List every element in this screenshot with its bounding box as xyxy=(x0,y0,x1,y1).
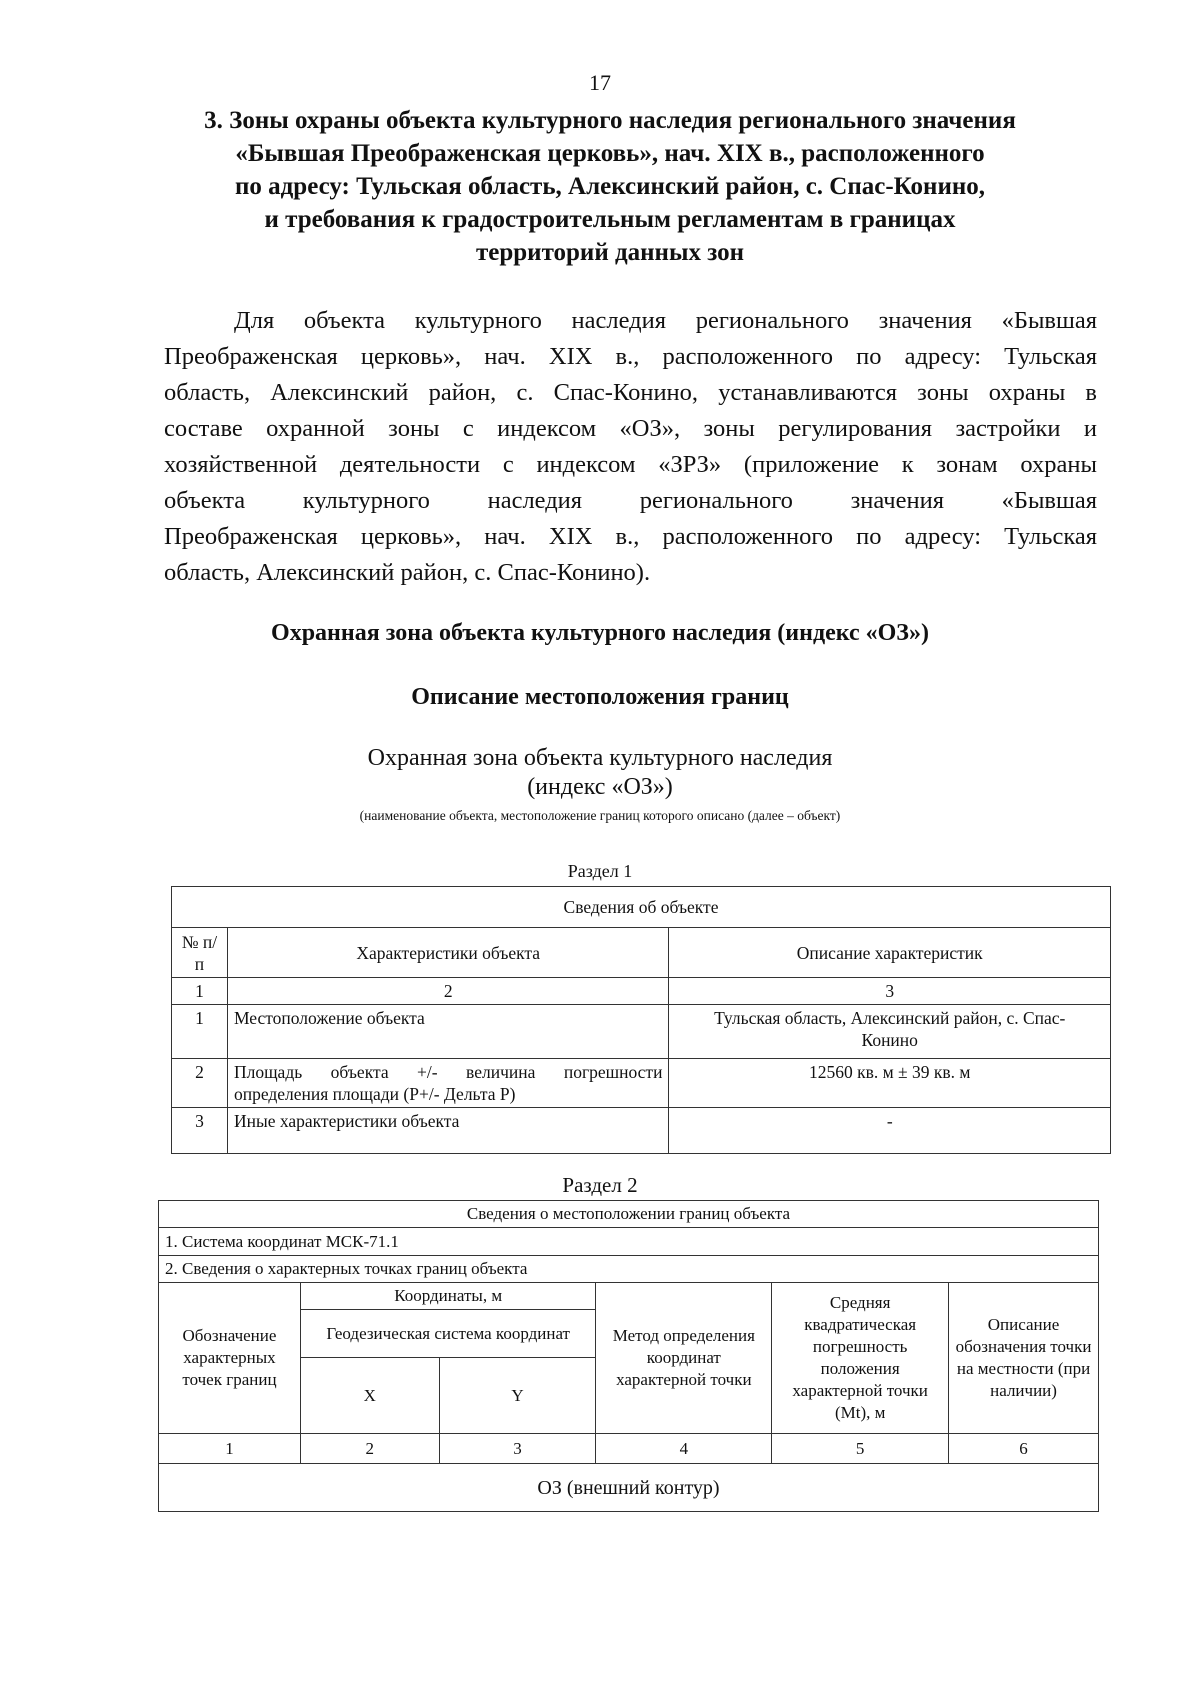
row-description: 12560 кв. м ± 39 кв. м xyxy=(669,1059,1111,1108)
coordinate-system: 1. Система координат МСК-71.1 xyxy=(159,1228,1099,1256)
col-number: 3 xyxy=(669,978,1111,1005)
paragraph-line: область, Алексинский район, с. Спас-Конино, устанавливаются зоны охраны в xyxy=(164,379,1097,406)
points-title: 2. Сведения о характерных точках границ объекта xyxy=(159,1256,1099,1283)
intro-paragraph xyxy=(164,303,1097,591)
row-num: 2 xyxy=(172,1059,228,1108)
col-number: 1 xyxy=(159,1434,301,1464)
contour-label: ОЗ (внешний контур) xyxy=(159,1464,1099,1512)
col-number: 6 xyxy=(949,1434,1099,1464)
col-number: 1 xyxy=(172,978,228,1005)
col-number: 5 xyxy=(772,1434,949,1464)
table-row xyxy=(172,1059,1111,1108)
table-title: Сведения о местоположении границ объекта xyxy=(159,1201,1099,1228)
row-characteristic xyxy=(227,1059,669,1108)
section1-caption: Раздел 1 xyxy=(567,861,633,881)
row-description: - xyxy=(669,1108,1111,1154)
row-num: 3 xyxy=(172,1108,228,1154)
col-number: 4 xyxy=(596,1434,772,1464)
header-geodetic-system: Геодезическая система координат xyxy=(300,1310,596,1358)
protection-zone-heading: Охранная зона объекта культурного наследия (индекс «ОЗ») xyxy=(271,620,929,646)
table-row xyxy=(172,1108,1111,1154)
object-name xyxy=(0,744,1200,802)
header-coordinates: Координаты, м xyxy=(300,1283,596,1310)
col-number: 2 xyxy=(227,978,669,1005)
row-characteristic-line: Площадь объекта +/- величина погрешности xyxy=(233,1062,663,1082)
heading-line: по адресу: Тульская область, Алексинский район, с. Спас-Конино, xyxy=(234,173,986,200)
row-num: 1 xyxy=(172,1005,228,1059)
paragraph-line: область, Алексинский район, с. Спас-Конино). xyxy=(164,559,651,586)
header-designation: Обозначение характерных точек границ xyxy=(159,1283,301,1434)
heading-line: и требования к градостроительным регламентам в границах xyxy=(264,206,956,233)
object-info-table xyxy=(171,886,1111,1154)
section2-caption: Раздел 2 xyxy=(562,1173,638,1197)
object-name-line1: Охранная зона объекта культурного наследия xyxy=(367,745,833,771)
section-heading xyxy=(130,104,1090,269)
header-method: Метод определения координат характерной точки xyxy=(596,1283,772,1434)
heading-line: территорий данных зон xyxy=(475,239,745,266)
header-error: Средняя квадратическая погрешность положения характерной точки (Mt), м xyxy=(772,1283,949,1434)
col-number: 3 xyxy=(439,1434,596,1464)
header-point-description: Описание обозначения точки на местности (при наличии) xyxy=(949,1283,1099,1434)
row-characteristic-line: определения площади (Р+/- Дельта Р) xyxy=(233,1084,516,1104)
header-x: X xyxy=(300,1358,439,1434)
row-characteristic: Местоположение объекта xyxy=(227,1005,669,1059)
boundary-heading: Описание местоположения границ xyxy=(411,684,789,710)
heading-line: «Бывшая Преображенская церковь», нач. XIX в., расположенного xyxy=(235,140,985,167)
header-y: Y xyxy=(439,1358,596,1434)
row-characteristic: Иные характеристики объекта xyxy=(227,1108,669,1154)
paragraph-line: Для объекта культурного наследия регионального значения «Бывшая xyxy=(234,307,1097,334)
paragraph-line: Преображенская церковь», нач. XIX в., расположенного по адресу: Тульская xyxy=(164,343,1097,370)
paragraph-line: составе охранной зоны с индексом «ОЗ», зоны регулирования застройки и xyxy=(164,415,1097,442)
object-name-line2: (индекс «ОЗ») xyxy=(527,774,673,800)
paragraph-line: хозяйственной деятельности с индексом «ЗРЗ» (приложение к зонам охраны xyxy=(164,451,1097,478)
table-row xyxy=(172,1005,1111,1059)
paragraph-line: Преображенская церковь», нач. XIX в., расположенного по адресу: Тульская xyxy=(164,523,1097,550)
page-number: 17 xyxy=(589,70,611,95)
heading-line: 3. Зоны охраны объекта культурного наследия регионального значения xyxy=(204,107,1016,134)
table-title: Сведения об объекте xyxy=(172,887,1111,928)
header-num: № п/п xyxy=(172,928,228,978)
col-number: 2 xyxy=(300,1434,439,1464)
boundary-table xyxy=(158,1200,1099,1512)
paragraph-line: объекта культурного наследия регионального значения «Бывшая xyxy=(164,487,1097,514)
header-description: Описание характеристик xyxy=(669,928,1111,978)
object-name-note: (наименование объекта, местоположение границ которого описано (далее – объект) xyxy=(359,808,841,823)
header-characteristic: Характеристики объекта xyxy=(227,928,669,978)
row-description: Тульская область, Алексинский район, с. Спас-Конино xyxy=(669,1005,1111,1059)
